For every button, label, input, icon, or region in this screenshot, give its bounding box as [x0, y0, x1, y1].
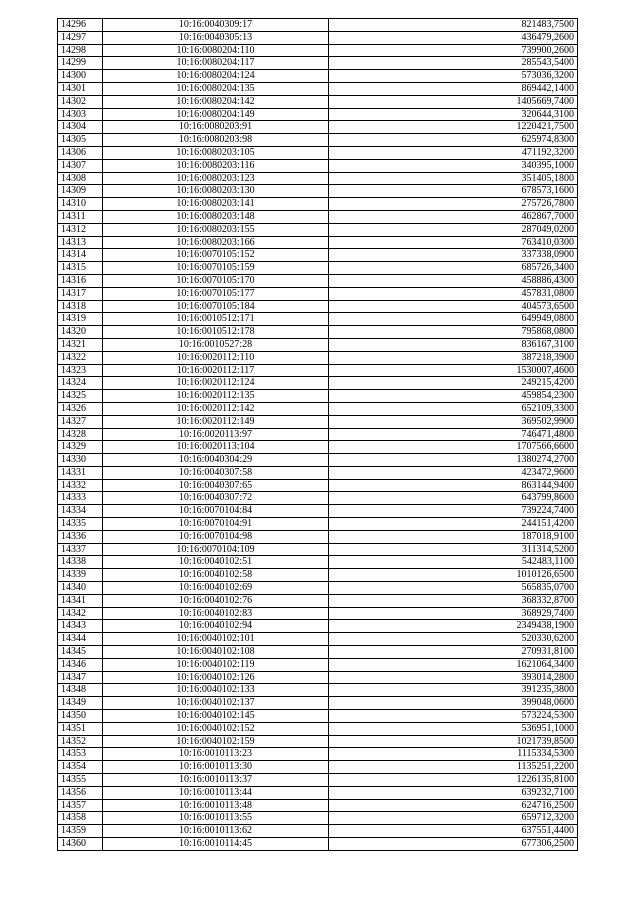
cadastral-number-cell: 10:16:0040102:51 [103, 556, 329, 569]
row-number-cell: 14337 [58, 543, 103, 556]
cadastral-number-cell: 10:16:0020112:142 [103, 402, 329, 415]
row-number-cell: 14334 [58, 505, 103, 518]
table-row [58, 774, 578, 787]
value-cell: 643799,8600 [329, 492, 578, 505]
row-number-cell: 14349 [58, 697, 103, 710]
cadastral-number-cell: 10:16:0010113:30 [103, 761, 329, 774]
cadastral-number-cell: 10:16:0080203:105 [103, 146, 329, 159]
cadastral-number-cell: 10:16:0040102:69 [103, 582, 329, 595]
value-cell: 423472,9600 [329, 466, 578, 479]
cadastral-number-cell: 10:16:0010113:44 [103, 786, 329, 799]
cadastral-number-cell: 10:16:0080204:110 [103, 44, 329, 57]
cadastral-number-cell: 10:16:0040102:108 [103, 646, 329, 659]
row-number-cell: 14309 [58, 185, 103, 198]
cadastral-number-cell: 10:16:0040102:152 [103, 722, 329, 735]
table-row [58, 543, 578, 556]
value-cell: 542483,1100 [329, 556, 578, 569]
table-row [58, 300, 578, 313]
cadastral-number-cell: 10:16:0040102:133 [103, 684, 329, 697]
cadastral-number-cell: 10:16:0010113:48 [103, 799, 329, 812]
row-number-cell: 14301 [58, 82, 103, 95]
table-row [58, 441, 578, 454]
value-cell: 1405669,7400 [329, 95, 578, 108]
value-cell: 639232,7100 [329, 786, 578, 799]
row-number-cell: 14351 [58, 722, 103, 735]
table-row [58, 761, 578, 774]
table-row [58, 134, 578, 147]
cadastral-number-cell: 10:16:0010114:45 [103, 838, 329, 851]
table-row [58, 313, 578, 326]
table-row [58, 518, 578, 531]
value-cell: 739224,7400 [329, 505, 578, 518]
row-number-cell: 14354 [58, 761, 103, 774]
row-number-cell: 14308 [58, 172, 103, 185]
cadastral-number-cell: 10:16:0040305:13 [103, 31, 329, 44]
row-number-cell: 14318 [58, 300, 103, 313]
row-number-cell: 14358 [58, 812, 103, 825]
table-row [58, 684, 578, 697]
table-row [58, 146, 578, 159]
table-row [58, 530, 578, 543]
row-number-cell: 14330 [58, 454, 103, 467]
cadastral-number-cell: 10:16:0080204:124 [103, 70, 329, 83]
table-row [58, 198, 578, 211]
value-cell: 275726,7800 [329, 198, 578, 211]
row-number-cell: 14360 [58, 838, 103, 851]
value-cell: 1220421,7500 [329, 121, 578, 134]
value-cell: 763410,0300 [329, 236, 578, 249]
table-row [58, 582, 578, 595]
row-number-cell: 14327 [58, 415, 103, 428]
row-number-cell: 14359 [58, 825, 103, 838]
cadastral-number-cell: 10:16:0070105:152 [103, 249, 329, 262]
row-number-cell: 14298 [58, 44, 103, 57]
cadastral-number-cell: 10:16:0010113:55 [103, 812, 329, 825]
cadastral-number-cell: 10:16:0040102:58 [103, 569, 329, 582]
table-row [58, 735, 578, 748]
cadastral-number-cell: 10:16:0020112:117 [103, 364, 329, 377]
table-row [58, 838, 578, 851]
value-cell: 391235,3800 [329, 684, 578, 697]
table-row [58, 633, 578, 646]
value-cell: 652109,3300 [329, 402, 578, 415]
cadastral-number-cell: 10:16:0070105:159 [103, 262, 329, 275]
row-number-cell: 14323 [58, 364, 103, 377]
row-number-cell: 14333 [58, 492, 103, 505]
table-row [58, 402, 578, 415]
value-cell: 678573,1600 [329, 185, 578, 198]
row-number-cell: 14317 [58, 287, 103, 300]
table-row [58, 108, 578, 121]
table-row [58, 492, 578, 505]
value-cell: 458886,4300 [329, 274, 578, 287]
row-number-cell: 14312 [58, 223, 103, 236]
value-cell: 287049,0200 [329, 223, 578, 236]
row-number-cell: 14321 [58, 338, 103, 351]
value-cell: 637551,4400 [329, 825, 578, 838]
cadastral-number-cell: 10:16:0080204:142 [103, 95, 329, 108]
table-row [58, 19, 578, 32]
row-number-cell: 14300 [58, 70, 103, 83]
table-row [58, 454, 578, 467]
value-cell: 351405,1800 [329, 172, 578, 185]
row-number-cell: 14316 [58, 274, 103, 287]
value-cell: 393014,2800 [329, 671, 578, 684]
cadastral-number-cell: 10:16:0080203:116 [103, 159, 329, 172]
table-row [58, 364, 578, 377]
row-number-cell: 14314 [58, 249, 103, 262]
row-number-cell: 14346 [58, 658, 103, 671]
row-number-cell: 14325 [58, 390, 103, 403]
row-number-cell: 14332 [58, 479, 103, 492]
value-cell: 863144,9400 [329, 479, 578, 492]
value-cell: 795868,0800 [329, 326, 578, 339]
cadastral-number-cell: 10:16:0080203:123 [103, 172, 329, 185]
table-row [58, 722, 578, 735]
value-cell: 399048,0600 [329, 697, 578, 710]
row-number-cell: 14339 [58, 569, 103, 582]
cadastral-number-cell: 10:16:0080203:155 [103, 223, 329, 236]
table-row [58, 159, 578, 172]
cadastral-number-cell: 10:16:0020113:104 [103, 441, 329, 454]
row-number-cell: 14336 [58, 530, 103, 543]
value-cell: 746471,4800 [329, 428, 578, 441]
cadastral-number-cell: 10:16:0040102:94 [103, 620, 329, 633]
cadastral-number-cell: 10:16:0070105:184 [103, 300, 329, 313]
cadastral-number-cell: 10:16:0040102:101 [103, 633, 329, 646]
value-cell: 536951,1000 [329, 722, 578, 735]
table-row [58, 415, 578, 428]
value-cell: 459854,2300 [329, 390, 578, 403]
value-cell: 369502,9900 [329, 415, 578, 428]
cadastral-number-cell: 10:16:0040102:83 [103, 607, 329, 620]
cadastral-number-cell: 10:16:0040102:145 [103, 710, 329, 723]
row-number-cell: 14345 [58, 646, 103, 659]
value-cell: 337338,0900 [329, 249, 578, 262]
value-cell: 249215,4200 [329, 377, 578, 390]
value-cell: 187018,9100 [329, 530, 578, 543]
cadastral-number-cell: 10:16:0020112:149 [103, 415, 329, 428]
table-row [58, 249, 578, 262]
table-row [58, 31, 578, 44]
value-cell: 1380274,2700 [329, 454, 578, 467]
table-row [58, 479, 578, 492]
table-row [58, 466, 578, 479]
table-row [58, 274, 578, 287]
row-number-cell: 14315 [58, 262, 103, 275]
row-number-cell: 14307 [58, 159, 103, 172]
table-row [58, 390, 578, 403]
value-cell: 2349438,1900 [329, 620, 578, 633]
table-row [58, 812, 578, 825]
table-row [58, 607, 578, 620]
table-row [58, 658, 578, 671]
cadastral-number-cell: 10:16:0070104:91 [103, 518, 329, 531]
table-row [58, 262, 578, 275]
table-row [58, 594, 578, 607]
value-cell: 320644,3100 [329, 108, 578, 121]
table-row [58, 185, 578, 198]
value-cell: 649949,0800 [329, 313, 578, 326]
value-cell: 1021739,8500 [329, 735, 578, 748]
cadastral-number-cell: 10:16:0070105:170 [103, 274, 329, 287]
table-row [58, 351, 578, 364]
cadastral-number-cell: 10:16:0020112:135 [103, 390, 329, 403]
table-row [58, 748, 578, 761]
cadastral-number-cell: 10:16:0040102:137 [103, 697, 329, 710]
value-cell: 677306,2500 [329, 838, 578, 851]
cadastral-number-cell: 10:16:0040102:159 [103, 735, 329, 748]
table-row [58, 95, 578, 108]
cadastral-number-cell: 10:16:0080203:141 [103, 198, 329, 211]
value-cell: 625974,8300 [329, 134, 578, 147]
cadastral-number-cell: 10:16:0040307:58 [103, 466, 329, 479]
cadastral-number-cell: 10:16:0010512:171 [103, 313, 329, 326]
cadastral-number-cell: 10:16:0070104:84 [103, 505, 329, 518]
value-cell: 573224,5300 [329, 710, 578, 723]
table-row [58, 326, 578, 339]
cadastral-number-cell: 10:16:0080203:98 [103, 134, 329, 147]
value-cell: 471192,3200 [329, 146, 578, 159]
value-cell: 869442,1400 [329, 82, 578, 95]
row-number-cell: 14304 [58, 121, 103, 134]
row-number-cell: 14331 [58, 466, 103, 479]
table-row [58, 236, 578, 249]
cadastral-number-cell: 10:16:0010113:62 [103, 825, 329, 838]
cadastral-number-cell: 10:16:0040102:119 [103, 658, 329, 671]
cadastral-number-cell: 10:16:0040102:126 [103, 671, 329, 684]
row-number-cell: 14344 [58, 633, 103, 646]
table-row [58, 287, 578, 300]
table-row [58, 70, 578, 83]
cadastral-number-cell: 10:16:0080203:148 [103, 210, 329, 223]
value-cell: 624716,2500 [329, 799, 578, 812]
table-row [58, 710, 578, 723]
cadastral-number-cell: 10:16:0070104:98 [103, 530, 329, 543]
value-cell: 573036,3200 [329, 70, 578, 83]
data-table [57, 18, 578, 851]
row-number-cell: 14299 [58, 57, 103, 70]
row-number-cell: 14357 [58, 799, 103, 812]
row-number-cell: 14353 [58, 748, 103, 761]
value-cell: 368929,7400 [329, 607, 578, 620]
row-number-cell: 14343 [58, 620, 103, 633]
row-number-cell: 14296 [58, 19, 103, 32]
table-row [58, 121, 578, 134]
value-cell: 565835,0700 [329, 582, 578, 595]
value-cell: 1115334,5300 [329, 748, 578, 761]
table-row [58, 646, 578, 659]
cadastral-number-cell: 10:16:0070104:109 [103, 543, 329, 556]
row-number-cell: 14305 [58, 134, 103, 147]
row-number-cell: 14356 [58, 786, 103, 799]
table-row [58, 82, 578, 95]
table-row [58, 172, 578, 185]
cadastral-number-cell: 10:16:0080203:130 [103, 185, 329, 198]
value-cell: 436479,2600 [329, 31, 578, 44]
cadastral-number-cell: 10:16:0080204:135 [103, 82, 329, 95]
value-cell: 659712,3200 [329, 812, 578, 825]
row-number-cell: 14310 [58, 198, 103, 211]
row-number-cell: 14328 [58, 428, 103, 441]
row-number-cell: 14342 [58, 607, 103, 620]
row-number-cell: 14303 [58, 108, 103, 121]
row-number-cell: 14322 [58, 351, 103, 364]
cadastral-number-cell: 10:16:0080203:91 [103, 121, 329, 134]
row-number-cell: 14347 [58, 671, 103, 684]
row-number-cell: 14320 [58, 326, 103, 339]
cadastral-number-cell: 10:16:0080204:149 [103, 108, 329, 121]
row-number-cell: 14348 [58, 684, 103, 697]
table-row [58, 57, 578, 70]
value-cell: 821483,7500 [329, 19, 578, 32]
cadastral-number-cell: 10:16:0040304:29 [103, 454, 329, 467]
row-number-cell: 14319 [58, 313, 103, 326]
table-row [58, 697, 578, 710]
value-cell: 462867,7000 [329, 210, 578, 223]
cadastral-number-cell: 10:16:0080204:117 [103, 57, 329, 70]
value-cell: 685726,3400 [329, 262, 578, 275]
value-cell: 520330,6200 [329, 633, 578, 646]
table-row [58, 569, 578, 582]
cadastral-number-cell: 10:16:0040102:76 [103, 594, 329, 607]
cadastral-number-cell: 10:16:0040307:72 [103, 492, 329, 505]
value-cell: 1530007,4600 [329, 364, 578, 377]
table-row [58, 825, 578, 838]
cadastral-number-cell: 10:16:0020112:110 [103, 351, 329, 364]
row-number-cell: 14341 [58, 594, 103, 607]
value-cell: 340395,1000 [329, 159, 578, 172]
value-cell: 404573,6500 [329, 300, 578, 313]
table-row [58, 505, 578, 518]
row-number-cell: 14313 [58, 236, 103, 249]
row-number-cell: 14340 [58, 582, 103, 595]
cadastral-number-cell: 10:16:0010527:28 [103, 338, 329, 351]
cadastral-number-cell: 10:16:0040309:17 [103, 19, 329, 32]
value-cell: 1226135,8100 [329, 774, 578, 787]
cadastral-number-cell: 10:16:0010113:37 [103, 774, 329, 787]
value-cell: 1621064,3400 [329, 658, 578, 671]
row-number-cell: 14335 [58, 518, 103, 531]
row-number-cell: 14324 [58, 377, 103, 390]
value-cell: 368332,8700 [329, 594, 578, 607]
table-row [58, 786, 578, 799]
cadastral-number-cell: 10:16:0020112:124 [103, 377, 329, 390]
value-cell: 311314,5200 [329, 543, 578, 556]
row-number-cell: 14355 [58, 774, 103, 787]
value-cell: 1135251,2200 [329, 761, 578, 774]
row-number-cell: 14297 [58, 31, 103, 44]
table-row [58, 556, 578, 569]
row-number-cell: 14311 [58, 210, 103, 223]
row-number-cell: 14338 [58, 556, 103, 569]
table-row [58, 799, 578, 812]
cadastral-number-cell: 10:16:0020113:97 [103, 428, 329, 441]
table-row [58, 671, 578, 684]
table-row [58, 620, 578, 633]
table-row [58, 338, 578, 351]
cadastral-number-cell: 10:16:0040307:65 [103, 479, 329, 492]
table-body [58, 19, 578, 851]
value-cell: 387218,3900 [329, 351, 578, 364]
table-row [58, 428, 578, 441]
table-row [58, 223, 578, 236]
row-number-cell: 14306 [58, 146, 103, 159]
row-number-cell: 14326 [58, 402, 103, 415]
value-cell: 739900,2600 [329, 44, 578, 57]
row-number-cell: 14302 [58, 95, 103, 108]
row-number-cell: 14352 [58, 735, 103, 748]
value-cell: 836167,3100 [329, 338, 578, 351]
table-row [58, 377, 578, 390]
value-cell: 457831,0800 [329, 287, 578, 300]
value-cell: 244151,4200 [329, 518, 578, 531]
cadastral-number-cell: 10:16:0070105:177 [103, 287, 329, 300]
cadastral-number-cell: 10:16:0080203:166 [103, 236, 329, 249]
value-cell: 285543,5400 [329, 57, 578, 70]
row-number-cell: 14329 [58, 441, 103, 454]
value-cell: 270931,8100 [329, 646, 578, 659]
cadastral-number-cell: 10:16:0010512:178 [103, 326, 329, 339]
cadastral-number-cell: 10:16:0010113:23 [103, 748, 329, 761]
table-row [58, 210, 578, 223]
table-row [58, 44, 578, 57]
value-cell: 1707566,6600 [329, 441, 578, 454]
value-cell: 1010126,6500 [329, 569, 578, 582]
row-number-cell: 14350 [58, 710, 103, 723]
